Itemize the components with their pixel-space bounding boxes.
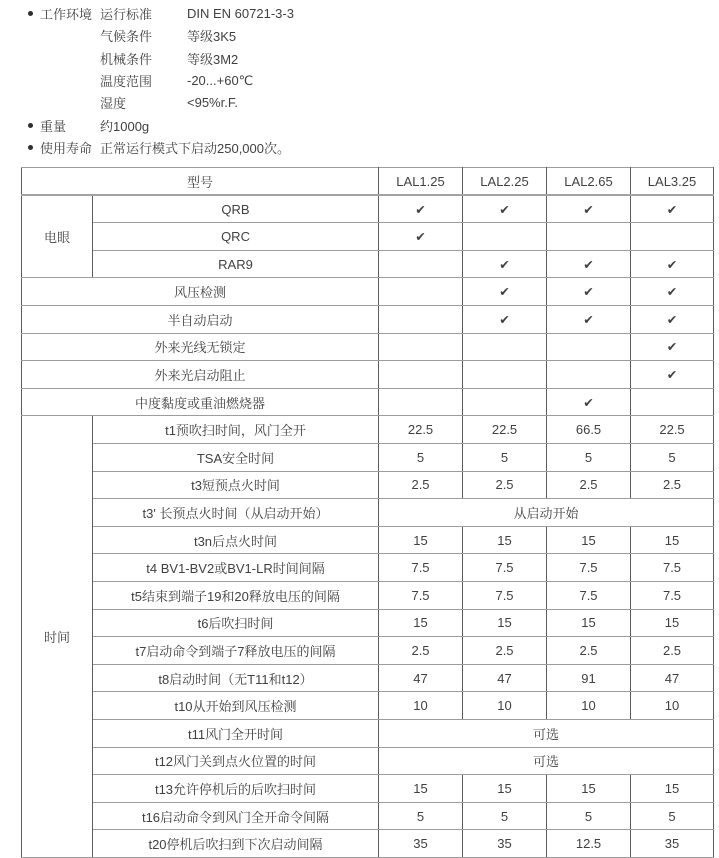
table-row — [22, 388, 714, 416]
param-cell: t3' 长预点火时间（从启动开始） — [93, 499, 379, 527]
value-cell: 22.5 — [379, 416, 463, 444]
table-row — [22, 361, 714, 389]
value-cell: 22.5 — [631, 416, 714, 444]
param-cell: 半自动启动 — [22, 306, 379, 334]
spec-sub-value: -20...+60℃ — [187, 72, 254, 88]
merged-value-cell: 可选 — [379, 719, 714, 747]
value-cell: 7.5 — [631, 581, 714, 609]
model-header-cell: LAL1.25 — [379, 168, 463, 196]
bullet-icon — [28, 145, 33, 150]
spec-sub-value: 等级3K5 — [187, 29, 237, 45]
value-cell: 47 — [631, 664, 714, 692]
table-row — [22, 719, 714, 747]
value-cell: 15 — [463, 526, 547, 554]
model-spec-table — [21, 167, 714, 858]
spec-sub-value: DIN EN 60721-3-3 — [187, 5, 294, 21]
param-cell: t1预吹扫时间，风门全开 — [93, 416, 379, 444]
value-cell: 15 — [379, 609, 463, 637]
table-header-row — [22, 168, 714, 196]
value-cell: 2.5 — [547, 637, 631, 665]
param-cell: t11风门全开时间 — [93, 719, 379, 747]
table-row — [22, 499, 714, 527]
param-cell: t3n后点火时间 — [93, 526, 379, 554]
param-cell: t5结束到端子19和20释放电压的间隔 — [93, 581, 379, 609]
table-row — [22, 802, 714, 830]
check-cell: ✔ — [379, 223, 463, 251]
spec-list — [27, 2, 719, 159]
spec-sub-value: 等级3M2 — [187, 51, 239, 67]
value-cell: 2.5 — [547, 471, 631, 499]
param-cell: t16启动命令到风门全开命令间隔 — [93, 802, 379, 830]
param-cell: t20停机后吹扫到下次启动间隔 — [93, 830, 379, 858]
value-cell: 5 — [379, 444, 463, 472]
param-cell: QRB — [93, 195, 379, 223]
table-row — [22, 554, 714, 582]
value-cell — [631, 223, 714, 251]
spec-value: 正常运行模式下启动250,000次。 — [100, 141, 290, 157]
param-cell: t3短预点火时间 — [93, 471, 379, 499]
check-cell: ✔ — [547, 278, 631, 306]
value-cell — [379, 388, 463, 416]
table-row — [22, 444, 714, 472]
value-cell — [463, 333, 547, 361]
group-cell: 电眼 — [22, 195, 93, 278]
param-cell: t7启动命令到端子7释放电压的间隔 — [93, 637, 379, 665]
spec-sub-key: 运行标准 — [100, 6, 153, 22]
value-cell: 7.5 — [379, 581, 463, 609]
model-header-cell: LAL2.25 — [463, 168, 547, 196]
spec-sub-key: 机械条件 — [100, 51, 153, 67]
param-cell: 中度黏度或重油燃烧器 — [22, 388, 379, 416]
value-cell: 15 — [547, 775, 631, 803]
group-cell: 时间 — [22, 416, 93, 858]
value-cell — [547, 333, 631, 361]
table-row — [22, 250, 714, 278]
merged-value-cell: 可选 — [379, 747, 714, 775]
model-header-cell: LAL3.25 — [631, 168, 714, 196]
model-header-cell: LAL2.65 — [547, 168, 631, 196]
check-cell: ✔ — [463, 306, 547, 334]
param-cell: t8启动时间（无T11和t12） — [93, 664, 379, 692]
check-cell: ✔ — [631, 333, 714, 361]
value-cell: 15 — [631, 775, 714, 803]
check-cell: ✔ — [547, 250, 631, 278]
spec-label: 重量 — [40, 118, 67, 134]
check-cell: ✔ — [631, 278, 714, 306]
value-cell: 15 — [379, 526, 463, 554]
table-row — [22, 637, 714, 665]
value-cell: 15 — [463, 609, 547, 637]
value-cell — [379, 278, 463, 306]
value-cell: 2.5 — [631, 471, 714, 499]
table-row — [22, 609, 714, 637]
spec-sub-value: <95%r.F. — [187, 95, 238, 111]
table-row — [22, 471, 714, 499]
spec-line-mechanical — [27, 47, 719, 69]
value-cell — [463, 361, 547, 389]
table-row — [22, 664, 714, 692]
value-cell: 10 — [379, 692, 463, 720]
table-body — [22, 195, 714, 857]
model-column-title: 型号 — [22, 168, 379, 196]
param-cell: 风压检测 — [22, 278, 379, 306]
value-cell — [379, 306, 463, 334]
value-cell: 7.5 — [379, 554, 463, 582]
value-cell: 2.5 — [463, 471, 547, 499]
table-row — [22, 747, 714, 775]
bullet-icon — [28, 11, 33, 16]
value-cell: 5 — [631, 444, 714, 472]
value-cell: 5 — [463, 802, 547, 830]
value-cell: 22.5 — [463, 416, 547, 444]
bullet-icon — [28, 123, 33, 128]
value-cell — [463, 388, 547, 416]
check-cell: ✔ — [463, 278, 547, 306]
check-cell: ✔ — [631, 250, 714, 278]
table-row — [22, 526, 714, 554]
value-cell: 7.5 — [463, 581, 547, 609]
value-cell: 5 — [463, 444, 547, 472]
value-cell: 7.5 — [463, 554, 547, 582]
param-cell: t12风门关到点火位置的时间 — [93, 747, 379, 775]
value-cell — [379, 333, 463, 361]
check-cell: ✔ — [463, 250, 547, 278]
param-cell: QRC — [93, 223, 379, 251]
value-cell: 7.5 — [547, 581, 631, 609]
value-cell — [463, 223, 547, 251]
table-row — [22, 581, 714, 609]
spec-label: 工作环境 — [40, 6, 93, 22]
value-cell: 35 — [631, 830, 714, 858]
value-cell: 5 — [547, 444, 631, 472]
table-row — [22, 775, 714, 803]
value-cell: 35 — [379, 830, 463, 858]
value-cell — [379, 250, 463, 278]
table-row — [22, 195, 714, 223]
spec-label: 使用寿命 — [40, 141, 93, 157]
value-cell — [631, 388, 714, 416]
param-cell: t4 BV1-BV2或BV1-LR时间间隔 — [93, 554, 379, 582]
merged-value-cell: 从启动开始 — [379, 499, 714, 527]
value-cell: 15 — [547, 609, 631, 637]
param-cell: 外来光启动阻止 — [22, 361, 379, 389]
spec-line-humidity — [27, 92, 719, 114]
value-cell: 12.5 — [547, 830, 631, 858]
spec-sub-key: 温度范围 — [100, 74, 153, 90]
value-cell: 2.5 — [379, 637, 463, 665]
value-cell: 35 — [463, 830, 547, 858]
value-cell: 7.5 — [631, 554, 714, 582]
table-row — [22, 333, 714, 361]
value-cell: 2.5 — [463, 637, 547, 665]
value-cell: 15 — [631, 526, 714, 554]
table-row — [22, 416, 714, 444]
table-row — [22, 692, 714, 720]
value-cell — [547, 223, 631, 251]
table-row — [22, 278, 714, 306]
check-cell: ✔ — [631, 306, 714, 334]
param-cell: t6后吹扫时间 — [93, 609, 379, 637]
value-cell — [379, 361, 463, 389]
value-cell: 2.5 — [631, 637, 714, 665]
param-cell: 外来光线无锁定 — [22, 333, 379, 361]
check-cell: ✔ — [631, 361, 714, 389]
table-row — [22, 306, 714, 334]
value-cell: 5 — [547, 802, 631, 830]
value-cell: 47 — [379, 664, 463, 692]
param-cell: t10从开始到风压检测 — [93, 692, 379, 720]
value-cell: 66.5 — [547, 416, 631, 444]
table-row — [22, 830, 714, 858]
check-cell: ✔ — [547, 195, 631, 223]
param-cell: t13允许停机后的后吹扫时间 — [93, 775, 379, 803]
param-cell: RAR9 — [93, 250, 379, 278]
spec-line-temperature — [27, 69, 719, 91]
table-row — [22, 223, 714, 251]
check-cell: ✔ — [379, 195, 463, 223]
spec-sub-key: 湿度 — [100, 96, 127, 112]
value-cell: 15 — [631, 609, 714, 637]
value-cell: 2.5 — [379, 471, 463, 499]
value-cell: 7.5 — [547, 554, 631, 582]
check-cell: ✔ — [547, 388, 631, 416]
value-cell: 10 — [463, 692, 547, 720]
value-cell: 91 — [547, 664, 631, 692]
param-cell: TSA安全时间 — [93, 444, 379, 472]
value-cell: 5 — [631, 802, 714, 830]
spec-line-weight — [27, 114, 719, 136]
spec-value: 约1000g — [100, 118, 150, 134]
check-cell: ✔ — [463, 195, 547, 223]
table-header — [22, 168, 714, 196]
value-cell: 10 — [547, 692, 631, 720]
value-cell — [547, 361, 631, 389]
value-cell: 15 — [463, 775, 547, 803]
value-cell: 5 — [379, 802, 463, 830]
spec-line-working-environment — [27, 2, 719, 24]
spec-line-lifetime — [27, 137, 719, 159]
check-cell: ✔ — [547, 306, 631, 334]
value-cell: 10 — [631, 692, 714, 720]
check-cell: ✔ — [631, 195, 714, 223]
value-cell: 15 — [547, 526, 631, 554]
value-cell: 47 — [463, 664, 547, 692]
spec-sub-key: 气候条件 — [100, 29, 153, 45]
value-cell: 15 — [379, 775, 463, 803]
spec-line-climate — [27, 24, 719, 46]
